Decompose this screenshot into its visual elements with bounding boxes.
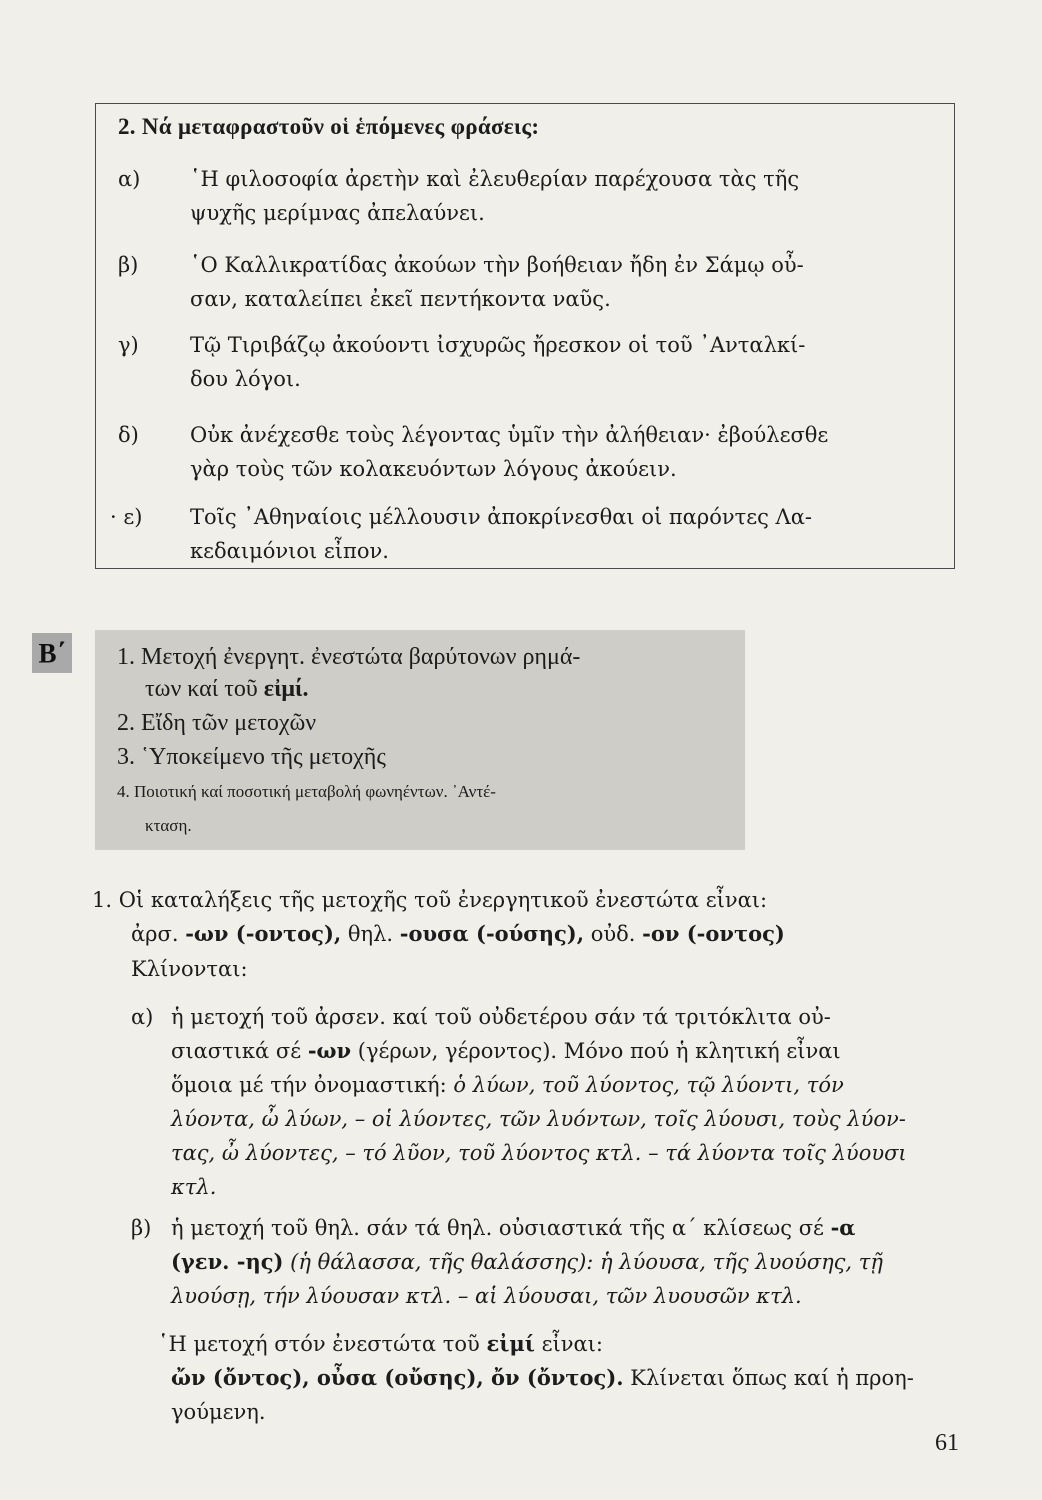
body-line: κτλ. [171, 1175, 217, 1199]
body-line: (γεν. -ης) (ἡ θάλασσα, τῆς θαλάσσης): ἡ λύουσα, τῆς λυούσης, τῇ [171, 1249, 883, 1274]
body-line: σιαστικά σέ -ων (γέρων, γέροντος). Μόνο πού ἡ κλητική εἶναι [171, 1038, 841, 1063]
body-line: ὤν (ὄντος), οὖσα (οὔσης), ὄν (ὄντος). Κλίνεται ὅπως καί ἡ προη- [171, 1365, 914, 1390]
item-line: γὰρ τοὺς τῶν κολακευόντων λόγους ἀκούειν. [190, 457, 677, 481]
item-line: ψυχῆς μερίμνας ἀπελαύνει. [190, 201, 485, 225]
exercise-item [118, 418, 950, 486]
body-line: ὅμοια μέ τήν ὀνομαστική: ὁ λύων, τοῦ λύοντος, τῷ λύοντι, τόν [171, 1073, 844, 1097]
topic-4-line-2: κταση. [145, 816, 192, 835]
body-line: γούμενη. [171, 1400, 266, 1424]
item-line: ῾Ο Καλλικρατίδας ἀκούων τὴν βοήθειαν ἤδη ἐν Σάμῳ οὖ- [190, 253, 804, 277]
topic-2: 2. Εἴδη τῶν μετοχῶν [117, 710, 317, 736]
topic-4-line-1: 4. Ποιοτική καί ποσοτική μεταβολή φωνηέντων. ᾽Αντέ- [117, 782, 496, 801]
item-line: δου λόγοι. [190, 367, 301, 391]
item-label: · ε) [110, 505, 143, 529]
exercise-box [95, 103, 955, 569]
item-label: γ) [118, 333, 139, 357]
topic-1-line-1: 1. Μετοχή ἐνεργητ. ἐνεστώτα βαρύτονων ρημά- [117, 644, 581, 670]
topic-1-line-2: των καί τοῦ εἰμί. [145, 676, 309, 702]
body-line: ῾Η μετοχή στόν ἐνεστώτα τοῦ εἰμί εἶναι: [158, 1331, 603, 1356]
item-label: α) [118, 167, 141, 191]
item-line: Τῷ Τιριβάζῳ ἀκούοντι ἰσχυρῶς ἤρεσκον οἱ τοῦ ᾽Ανταλκί- [190, 333, 806, 357]
exercise-item [110, 500, 950, 568]
section-marker: Β΄ [32, 633, 72, 673]
body-line: 1. Οἱ καταλήξεις τῆς μετοχῆς τοῦ ἐνεργητικοῦ ἐνεστώτα εἶναι: [92, 888, 768, 912]
body-line: τας, ὦ λύοντες, – τό λῦον, τοῦ λύοντος κτλ. – τά λύοντα τοῖς λύουσι [171, 1141, 907, 1165]
item-line: κεδαιμόνιοι εἶπον. [190, 539, 389, 563]
item-line: Τοῖς ᾽Αθηναίοις μέλλουσιν ἀποκρίνεσθαι οἱ παρόντες Λα- [190, 505, 812, 529]
body-line: λυούσῃ, τήν λύουσαν κτλ. – αἱ λύουσαι, τῶν λυουσῶν κτλ. [171, 1284, 802, 1308]
item-label: β) [131, 1216, 152, 1240]
item-line: ῾Η φιλοσοφία ἀρετὴν καὶ ἐλευθερίαν παρέχουσα τὰς τῆς [190, 167, 800, 191]
body-line: ἀρσ. -ων (-οντος), θηλ. -ουσα (-ούσης), οὐδ. -ον (-οντος) [131, 921, 785, 946]
body-line: ἡ μετοχή τοῦ ἀρσεν. καί τοῦ οὐδετέρου σάν τά τριτόκλιτα οὐ- [171, 1005, 831, 1029]
exercise-heading: 2. Νά μεταφραστοῦν οἱ ἑπόμενες φράσεις: [118, 114, 540, 139]
item-label: β) [118, 253, 139, 277]
item-line: Οὐκ ἀνέχεσθε τοὺς λέγοντας ὑμῖν τὴν ἀλήθειαν· ἐβούλεσθε [190, 423, 829, 447]
exercise-item [118, 248, 950, 316]
topics-box [95, 630, 745, 850]
body-line: λύοντα, ὦ λύων, – οἱ λύοντες, τῶν λυόντων, τοῖς λύουσι, τοὺς λύον- [171, 1107, 906, 1131]
item-line: σαν, καταλείπει ἐκεῖ πεντήκοντα ναῦς. [190, 287, 611, 311]
exercise-item [118, 162, 950, 230]
exercise-item [118, 328, 950, 396]
body-line: ἡ μετοχή τοῦ θηλ. σάν τά θηλ. οὐσιαστικά τῆς α΄ κλίσεως σέ -α [171, 1215, 856, 1240]
page-number: 61 [935, 1430, 959, 1456]
item-label: α) [131, 1005, 154, 1029]
body-line: Κλίνονται: [131, 957, 248, 981]
item-label: δ) [118, 423, 139, 447]
topic-3: 3. ῾Υποκείμενο τῆς μετοχῆς [117, 744, 386, 770]
